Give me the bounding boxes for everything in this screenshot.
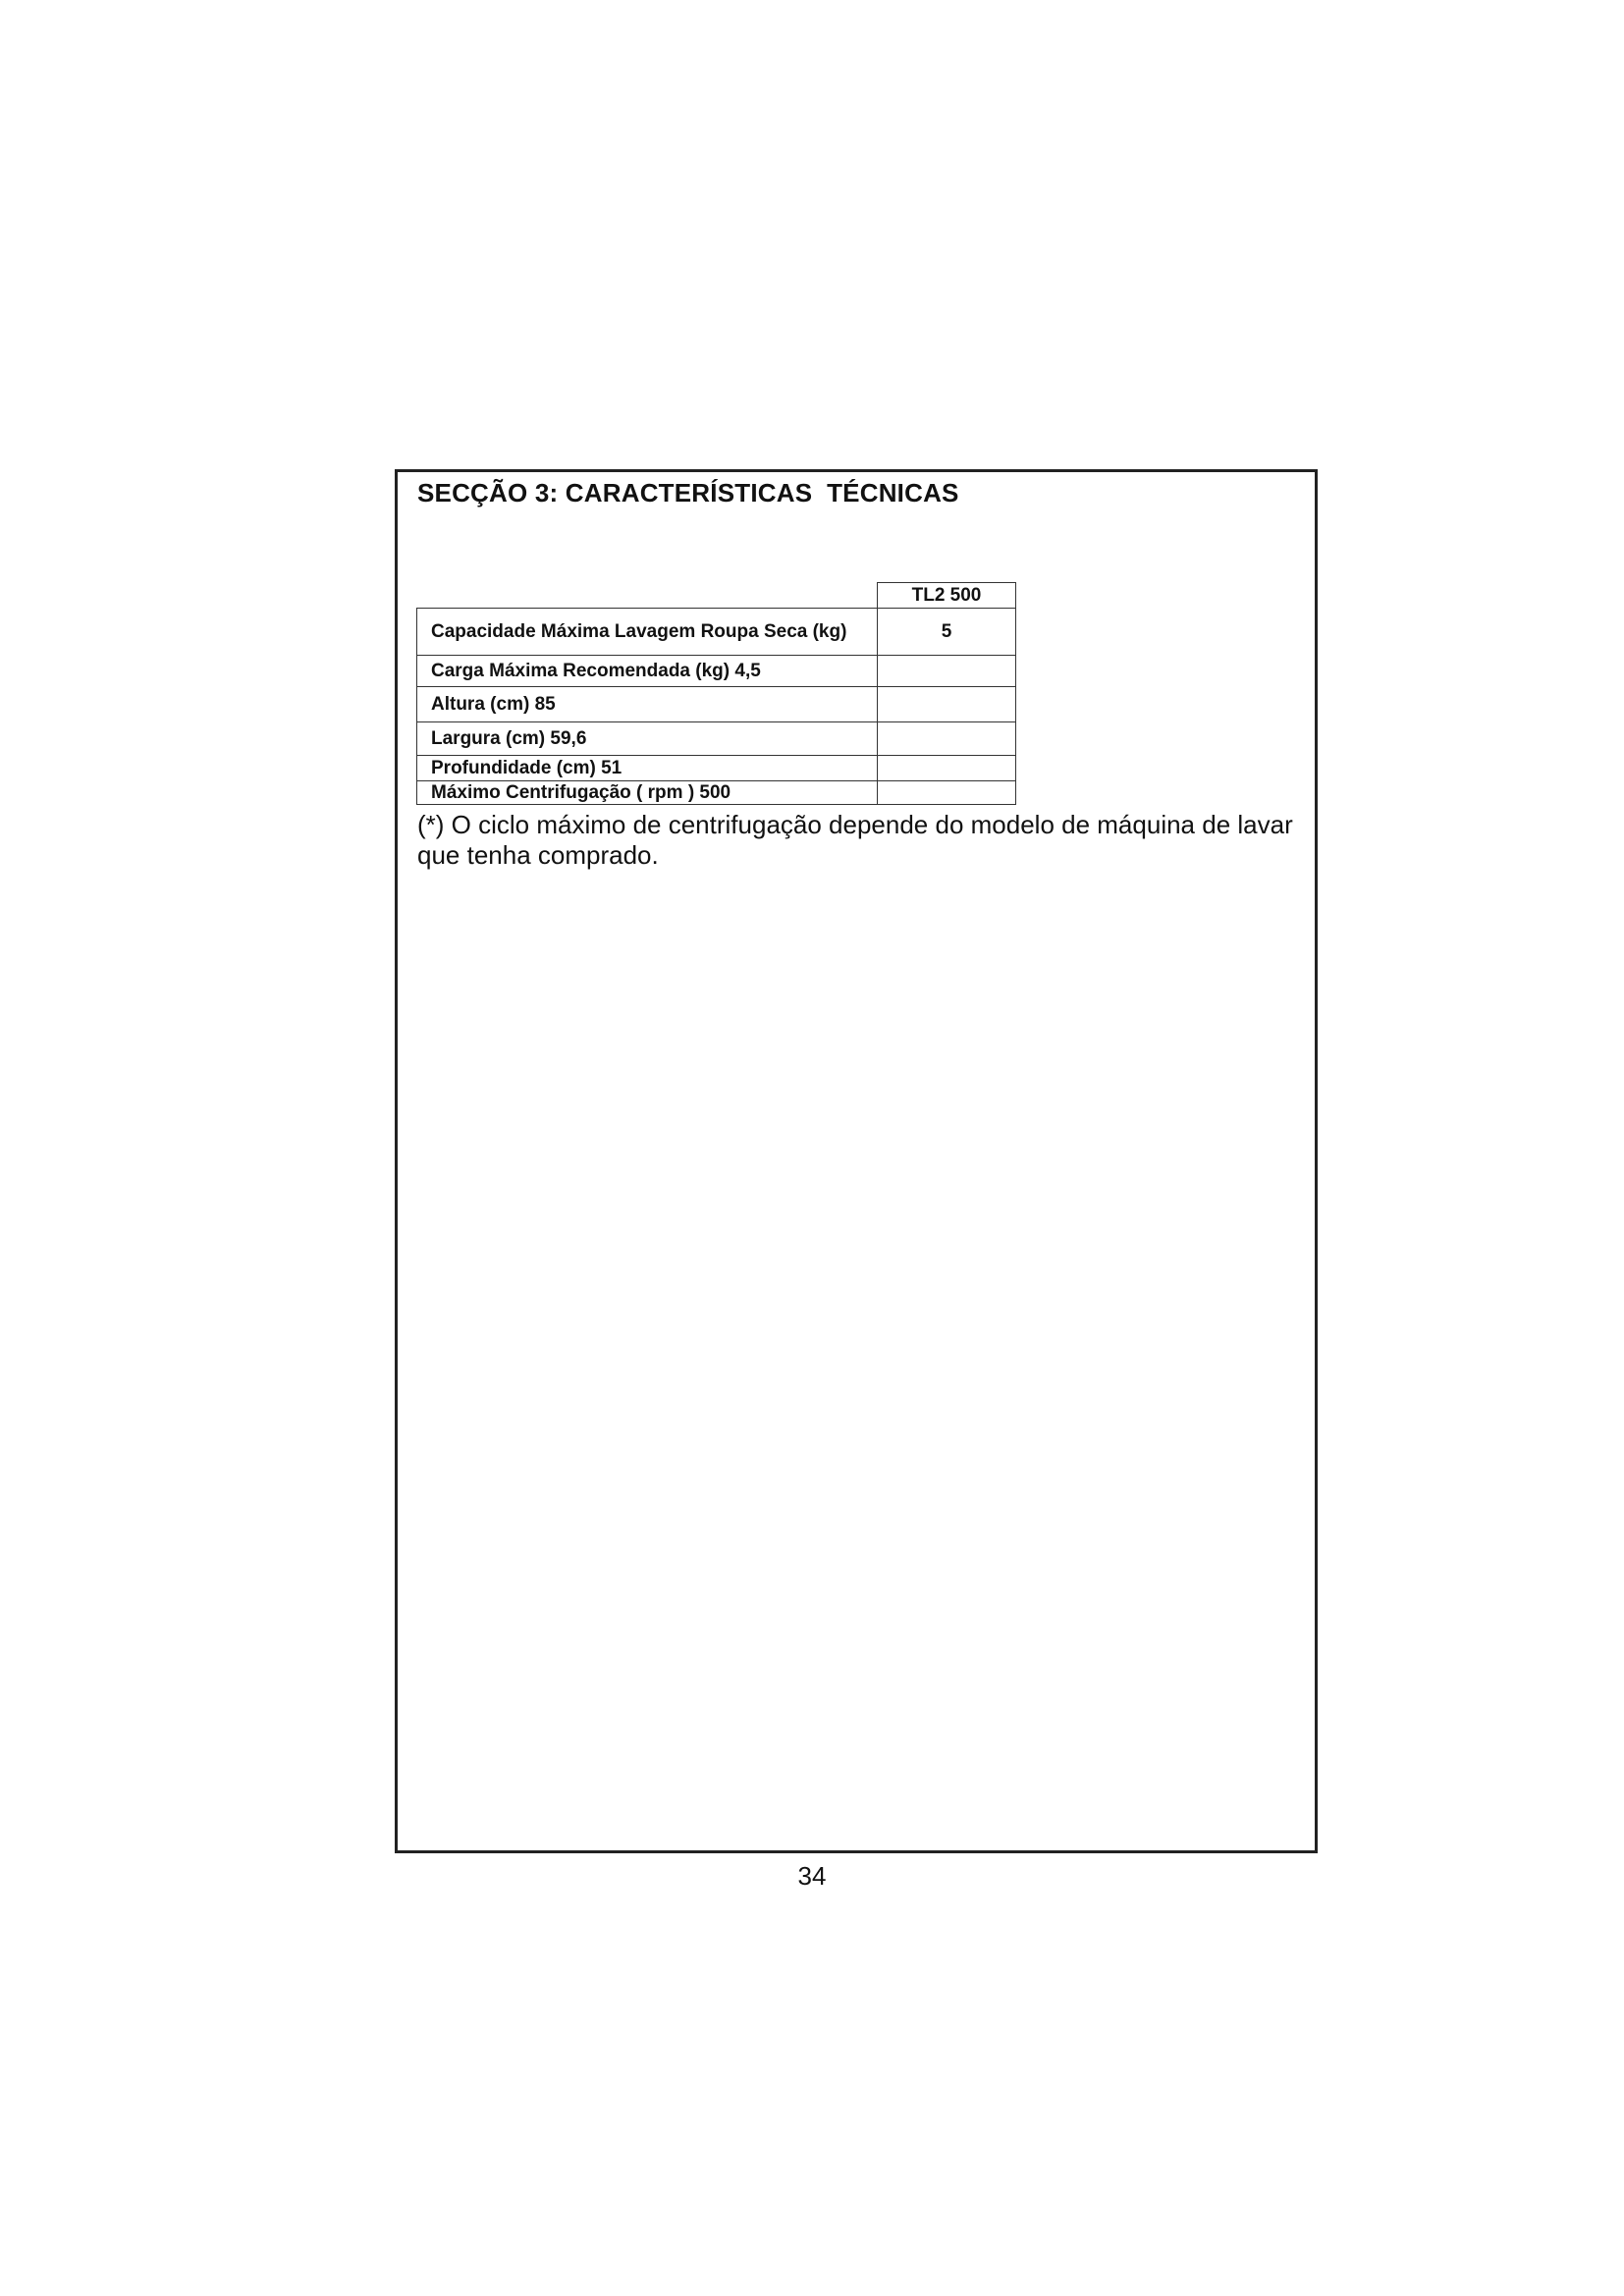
table-header-empty-cell [417, 583, 878, 609]
model-header: TL2 500 [878, 583, 1016, 609]
table-row [417, 781, 1016, 805]
table-row [417, 609, 1016, 656]
spec-label-spin: Máximo Centrifugação ( rpm ) 500 [417, 781, 878, 805]
spec-value-spin [878, 781, 1016, 805]
spec-label-depth: Profundidade (cm) 51 [417, 756, 878, 781]
spec-label-capacity: Capacidade Máxima Lavagem Roupa Seca (kg) [417, 609, 878, 656]
spec-value-capacity: 5 [878, 609, 1016, 656]
table-row [417, 656, 1016, 687]
table-row [417, 722, 1016, 756]
page-frame [395, 469, 1318, 1853]
spec-value-width [878, 722, 1016, 756]
table-row [417, 756, 1016, 781]
spec-value-height [878, 687, 1016, 722]
spec-label-max-load: Carga Máxima Recomendada (kg) 4,5 [417, 656, 878, 687]
spec-label-height: Altura (cm) 85 [417, 687, 878, 722]
table-header-row [417, 583, 1016, 609]
table-row [417, 687, 1016, 722]
spec-value-max-load [878, 656, 1016, 687]
footnote: (*) O ciclo máximo de centrifugação depende do modelo de máquina de lavar que tenha comprado. [417, 810, 1293, 870]
spec-value-depth [878, 756, 1016, 781]
page-number: 34 [797, 1861, 827, 1891]
technical-specs-table [416, 582, 1016, 805]
section-title: SECÇÃO 3: CARACTERÍSTICAS TÉCNICAS [417, 478, 959, 507]
spec-label-width: Largura (cm) 59,6 [417, 722, 878, 756]
